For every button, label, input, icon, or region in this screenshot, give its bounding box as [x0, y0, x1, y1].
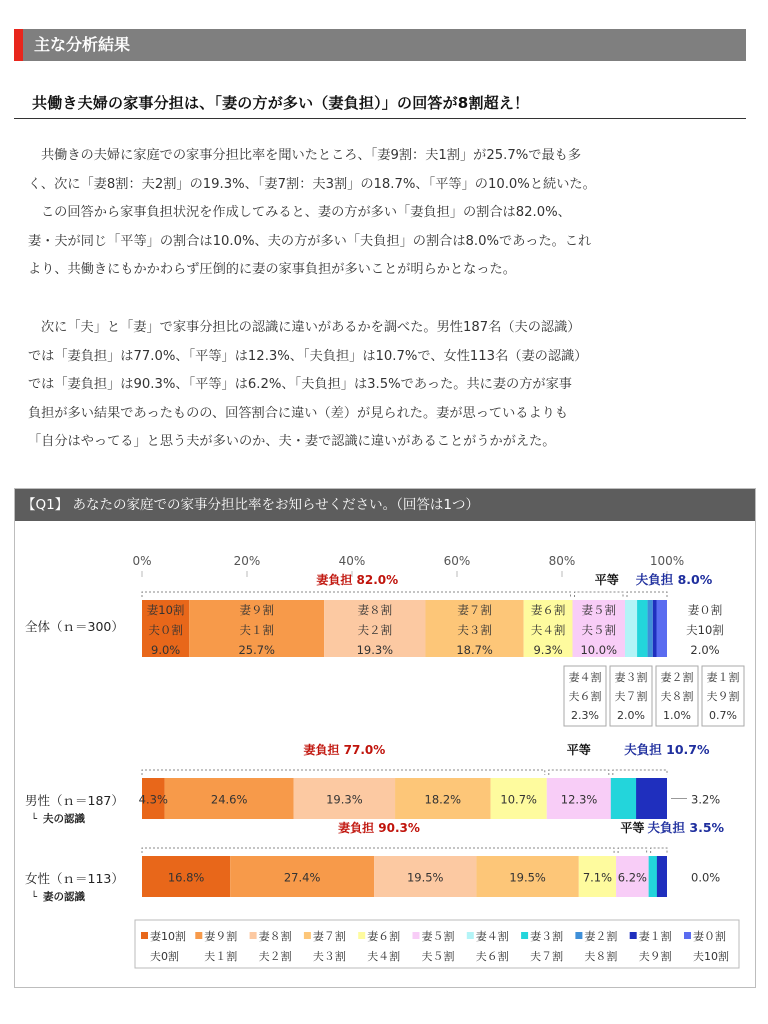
paragraph-line: より、共働きにもかかわらず圧倒的に妻の家事負担が多いことが明らかとなった。: [28, 262, 516, 277]
legend-label: 夫５割: [421, 950, 455, 963]
data-label: 18.2%: [424, 792, 462, 807]
category-label: 全体（ｎ＝300）: [25, 619, 124, 634]
category-sublabel: 夫の認識: [43, 813, 85, 825]
paragraph-line: では「妻負担」は90.3%、「平等」は6.2%、「夫負担」は3.5%であった。共に妻の方が家事: [28, 377, 572, 392]
x-tick-label: 20%: [233, 554, 261, 568]
headline-divider: [14, 118, 746, 119]
group-label-wife: 妻負担 90.3%: [338, 821, 420, 835]
category-label: 女性（ｎ＝113）: [25, 871, 124, 886]
data-label: 16.8%: [167, 870, 205, 885]
data-label: 0.7%: [709, 709, 737, 722]
segment-label: 夫３割: [457, 623, 492, 637]
bracket-equal: [549, 770, 609, 775]
group-label-husband: 夫負担 3.5%: [647, 820, 725, 835]
sublabel-marker: └: [31, 814, 38, 825]
legend-label: 夫９割: [638, 950, 672, 963]
legend-swatch: [250, 932, 257, 939]
data-label: 2.3%: [571, 709, 599, 722]
legend-label: 夫８割: [584, 950, 618, 963]
callout-label: 夫８割: [660, 690, 694, 703]
data-label: 12.3%: [560, 792, 598, 807]
paragraph-2: [28, 314, 728, 457]
legend-label: 夫７割: [530, 950, 564, 963]
bracket-wife: [142, 848, 614, 853]
group-label-wife: 妻負担 82.0%: [316, 573, 399, 587]
section-bar: [14, 29, 746, 61]
segment-label: 妻０割: [687, 603, 723, 617]
segment-label: 妻８割: [357, 603, 393, 617]
data-label: 3.2%: [691, 792, 721, 807]
group-label-equal: 平等: [594, 573, 619, 587]
legend-label: 妻９割: [204, 930, 238, 943]
bar-segment: [625, 600, 637, 657]
legend-label: 妻10割: [150, 930, 186, 943]
section-title: 主な分析結果: [34, 35, 131, 54]
legend-label: 夫0割: [150, 950, 179, 963]
bracket-husband: [613, 770, 667, 775]
callout-label: 夫９割: [706, 690, 740, 703]
paragraph-1: [28, 142, 728, 285]
legend-swatch: [195, 932, 202, 939]
segment-label: 妻10割: [146, 603, 185, 617]
bracket-wife: [142, 592, 571, 597]
paragraph-line: 妻・夫が同じ「平等」の割合は10.0%、夫の方が多い「夫負担」の割合は8.0%であった。これ: [28, 233, 592, 249]
data-label: 7.1%: [582, 870, 613, 885]
data-label: 9.3%: [533, 643, 563, 657]
sublabel-marker: └: [31, 892, 38, 903]
data-label: 19.3%: [326, 792, 363, 807]
callout-label: 夫７割: [614, 690, 648, 703]
bracket-husband: [651, 848, 667, 853]
data-label: 2.0%: [690, 643, 720, 657]
paragraph-line: 「自分はやってる」と思う夫が多いのか、夫・妻で認識に違いがあることがうかがえた。: [28, 434, 556, 449]
data-label: 18.7%: [456, 643, 493, 657]
bar-segment: [637, 600, 648, 657]
paragraph-line: 次に「夫」と「妻」で家事分担比の認識に違いがあるかを調べた。男性187名（夫の認識）: [41, 320, 581, 335]
x-tick-label: 60%: [443, 554, 471, 568]
data-label: 2.0%: [617, 709, 645, 722]
segment-label: 夫１割: [239, 623, 274, 637]
segment-label: 夫10割: [686, 623, 724, 637]
chart-panel: [14, 488, 756, 988]
segment-label: 夫０割: [148, 623, 183, 637]
chart-question: 【Q1】 あなたの家庭での家事分担比率をお知らせください。（回答は1つ）: [15, 489, 755, 521]
legend-label: 夫４割: [367, 950, 401, 963]
category-label: 男性（ｎ＝187）: [25, 793, 124, 808]
legend-label: 夫２割: [258, 950, 292, 963]
data-label: 24.6%: [210, 792, 248, 807]
legend-label: 夫６割: [475, 950, 509, 963]
legend-swatch: [467, 932, 474, 939]
data-label: 1.0%: [663, 709, 691, 722]
legend-swatch: [304, 932, 311, 939]
bar-segment: [648, 600, 653, 657]
legend-label: 妻５割: [421, 930, 455, 943]
paragraph-line: では「妻負担」は77.0%、「平等」は12.3%、「夫負担」は10.7%で、女性113名（妻の認識）: [28, 348, 588, 364]
bar-segment: [636, 778, 667, 819]
group-label-equal: 平等: [566, 743, 591, 757]
legend-swatch: [358, 932, 365, 939]
legend-label: 夫10割: [693, 950, 729, 963]
legend-label: 妻３割: [530, 930, 564, 943]
data-label: 0.0%: [691, 870, 721, 885]
headline: 共働き夫婦の家事分担は、「妻の方が多い（妻負担）」の回答が8割超え！: [32, 94, 530, 112]
segment-label: 妻７割: [457, 603, 492, 617]
bar-segment: [657, 600, 668, 657]
callout-label: 夫６割: [568, 690, 602, 703]
legend-label: 妻７割: [312, 930, 346, 943]
category-sublabel: 妻の認識: [43, 891, 85, 903]
bar-segment: [657, 856, 667, 897]
bracket-wife: [142, 770, 545, 775]
legend-label: 妻０割: [693, 930, 726, 943]
bracket-husband: [627, 592, 667, 597]
legend-label: 妻８割: [258, 930, 292, 943]
bracket-equal: [575, 592, 624, 597]
callout-label: 妻１割: [706, 671, 740, 684]
data-label: 4.3%: [138, 792, 168, 807]
data-label: 19.5%: [406, 870, 444, 885]
legend-swatch: [575, 932, 582, 939]
legend-label: 妻４割: [475, 930, 509, 943]
paragraph-line: く、次に「妻8割：夫2割」の19.3%、「妻7割：夫3割」の18.7%、「平等」の10.0%と続いた。: [28, 176, 596, 192]
data-label: 19.5%: [509, 870, 546, 885]
x-tick-label: 40%: [338, 554, 366, 568]
legend-label: 妻６割: [367, 930, 401, 943]
segment-label: 夫４割: [530, 623, 566, 637]
data-label: 25.7%: [238, 643, 275, 657]
segment-label: 夫５割: [581, 623, 616, 637]
bracket-equal: [618, 848, 647, 853]
legend-label: 妻１割: [638, 930, 672, 943]
bar-segment: [653, 600, 657, 657]
segment-label: 妻９割: [239, 603, 274, 617]
data-label: 6.2%: [617, 870, 647, 885]
x-tick-label: 0%: [132, 554, 152, 568]
x-tick-label: 100%: [649, 554, 685, 568]
paragraph-line: 負担が多い結果であったものの、回答割合に違い（差）が見られた。妻が思っているよりも: [28, 405, 569, 421]
group-label-husband: 夫負担 10.7%: [624, 742, 710, 757]
legend-label: 夫１割: [204, 950, 238, 963]
segment-label: 妻６割: [530, 603, 566, 617]
paragraph-line: 共働きの夫婦に家庭での家事分担比率を聞いたところ、「妻9割：夫1割」が25.7%で最も多: [41, 148, 582, 163]
stacked-bar-chart: [15, 489, 755, 987]
legend-label: 夫３割: [312, 950, 346, 963]
data-label: 9.0%: [151, 643, 181, 657]
legend-label: 妻２割: [584, 930, 618, 943]
segment-label: 妻５割: [581, 603, 616, 617]
section-accent: [14, 29, 23, 61]
callout-label: 妻２割: [660, 671, 694, 684]
callout-label: 妻３割: [614, 671, 648, 684]
legend-swatch: [630, 932, 637, 939]
legend-swatch: [521, 932, 528, 939]
data-label: 27.4%: [283, 870, 321, 885]
group-label-equal: 平等: [620, 821, 645, 835]
segment-label: 夫２割: [357, 623, 393, 637]
callout-label: 妻４割: [568, 671, 602, 684]
paragraph-line: この回答から家事負担状況を作成してみると、妻の方が多い「妻負担」の割合は82.0%、: [41, 205, 571, 220]
data-label: 10.0%: [580, 643, 618, 657]
group-label-wife: 妻負担 77.0%: [303, 743, 386, 757]
legend-swatch: [141, 932, 148, 939]
data-label: 10.7%: [500, 792, 537, 807]
legend-swatch: [413, 932, 420, 939]
x-tick-label: 80%: [548, 554, 576, 568]
data-label: 19.3%: [356, 643, 394, 657]
group-label-husband: 夫負担 8.0%: [635, 572, 713, 587]
legend-swatch: [684, 932, 691, 939]
